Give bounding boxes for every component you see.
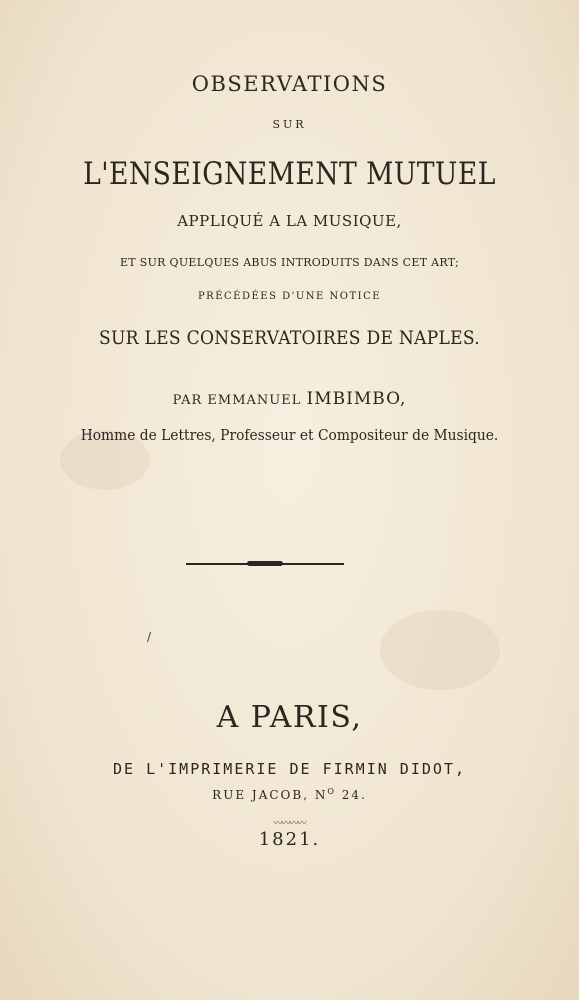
address-number: 24. [341, 788, 367, 802]
author-profession: Homme de Lettres, Professeur et Compositeur de Musique. [80, 426, 499, 444]
author-line [0, 389, 579, 409]
paper-stain [380, 610, 500, 690]
subtitle-secondary: ET SUR QUELQUES ABUS INTRODUITS DANS CET ART; [119, 256, 460, 269]
stray-mark: / [147, 630, 152, 644]
printer-line: DE L'IMPRIMERIE DE FIRMIN DIDOT, [113, 760, 466, 778]
conservatoires-line: SUR LES CONSERVATOIRES DE NAPLES. [99, 327, 480, 349]
wave-ornament: 〰〰〰〰 [273, 819, 306, 829]
subtitle: APPLIQUÉ A LA MUSIQUE, [177, 212, 402, 230]
publication-city: A PARIS, [216, 700, 363, 735]
publication-year: 1821. [258, 829, 321, 850]
ornamental-rule-center [247, 561, 283, 566]
author-prefix: PAR EMMANUEL [172, 393, 302, 408]
author-name: IMBIMBO, [306, 389, 407, 409]
title: OBSERVATIONS [191, 72, 388, 96]
main-title: L'ENSEIGNEMENT MUTUEL [83, 156, 496, 192]
address-street: RUE JACOB, N [212, 788, 328, 802]
sur-word: SUR [272, 118, 307, 131]
printer-address [0, 787, 579, 802]
notice-line: PRÉCÉDÉES D'UNE NOTICE [197, 291, 382, 302]
address-superscript: O [327, 787, 336, 796]
